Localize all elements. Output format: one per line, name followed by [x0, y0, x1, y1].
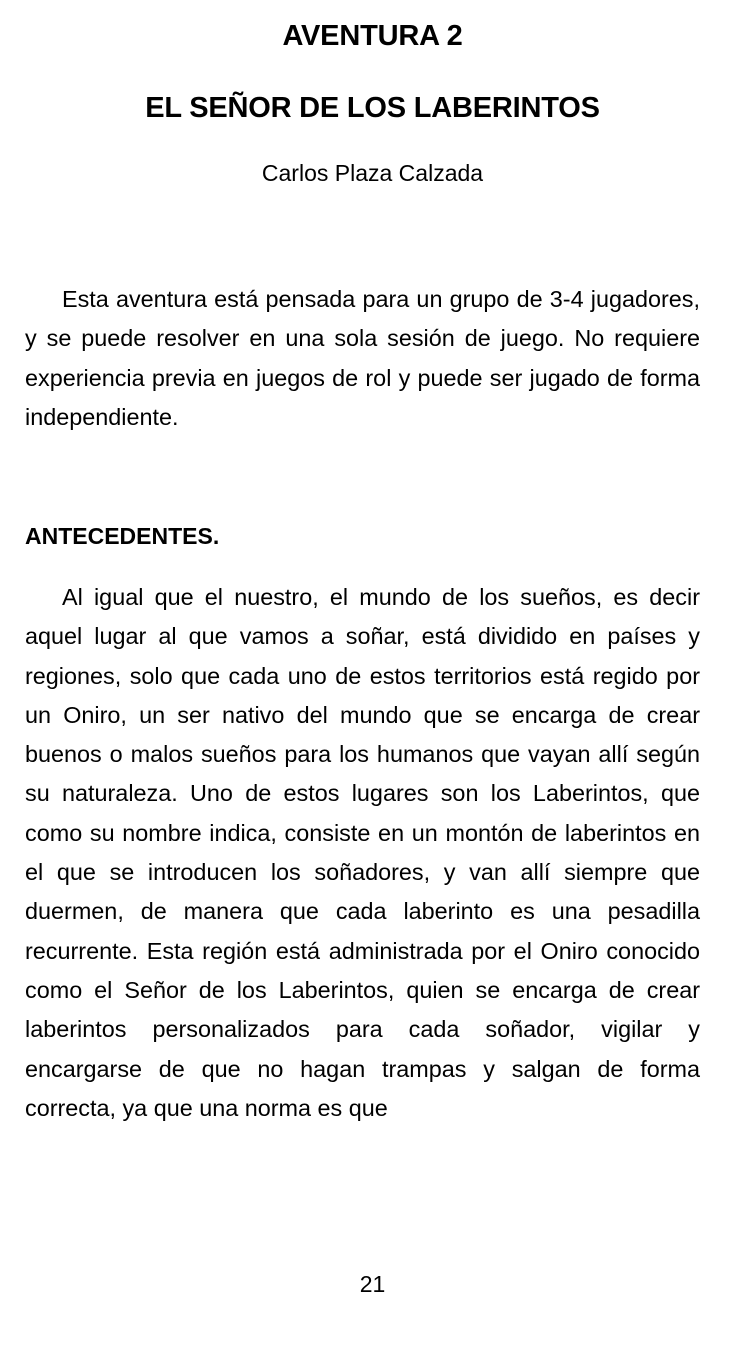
page-number: 21 — [359, 1271, 386, 1297]
section-paragraph: Al igual que el nuestro, el mundo de los sueños, es decir aquel lugar al que vamos a soñar, está dividido en países y regiones, solo que cada uno de estos territorios está regido por un Oniro, un ser nativo del mundo que se encarga de crear buenos o malos sueños para los humanos que vayan allí según su naturaleza. Uno de estos lugares son los Laberintos, que como su nombre indica, consiste en un montón de laberintos en el que se introducen los soñadores, y van allí siempre que duermen, de manera que cada laberinto es una pesadilla recurrente. Esta región está administrada por el Oniro conocido como el Señor de los Laberintos, quien se encarga de crear laberintos personalizados para cada soñador, vigilar y encargarse de que no hagan trampas y salgan de forma correcta, ya que una norma es que — [25, 584, 700, 1121]
chapter-title: EL SEÑOR DE LOS LABERINTOS — [145, 92, 600, 124]
section-heading: ANTECEDENTES. — [25, 523, 220, 549]
intro-paragraph: Esta aventura está pensada para un grupo de 3-4 jugadores, y se puede resolver en una sola sesión de juego. No requiere experiencia previa en juegos de rol y puede ser jugado de forma independiente. — [25, 286, 700, 430]
author-name: Carlos Plaza Calzada — [261, 160, 484, 186]
chapter-number-title: AVENTURA 2 — [282, 20, 463, 52]
